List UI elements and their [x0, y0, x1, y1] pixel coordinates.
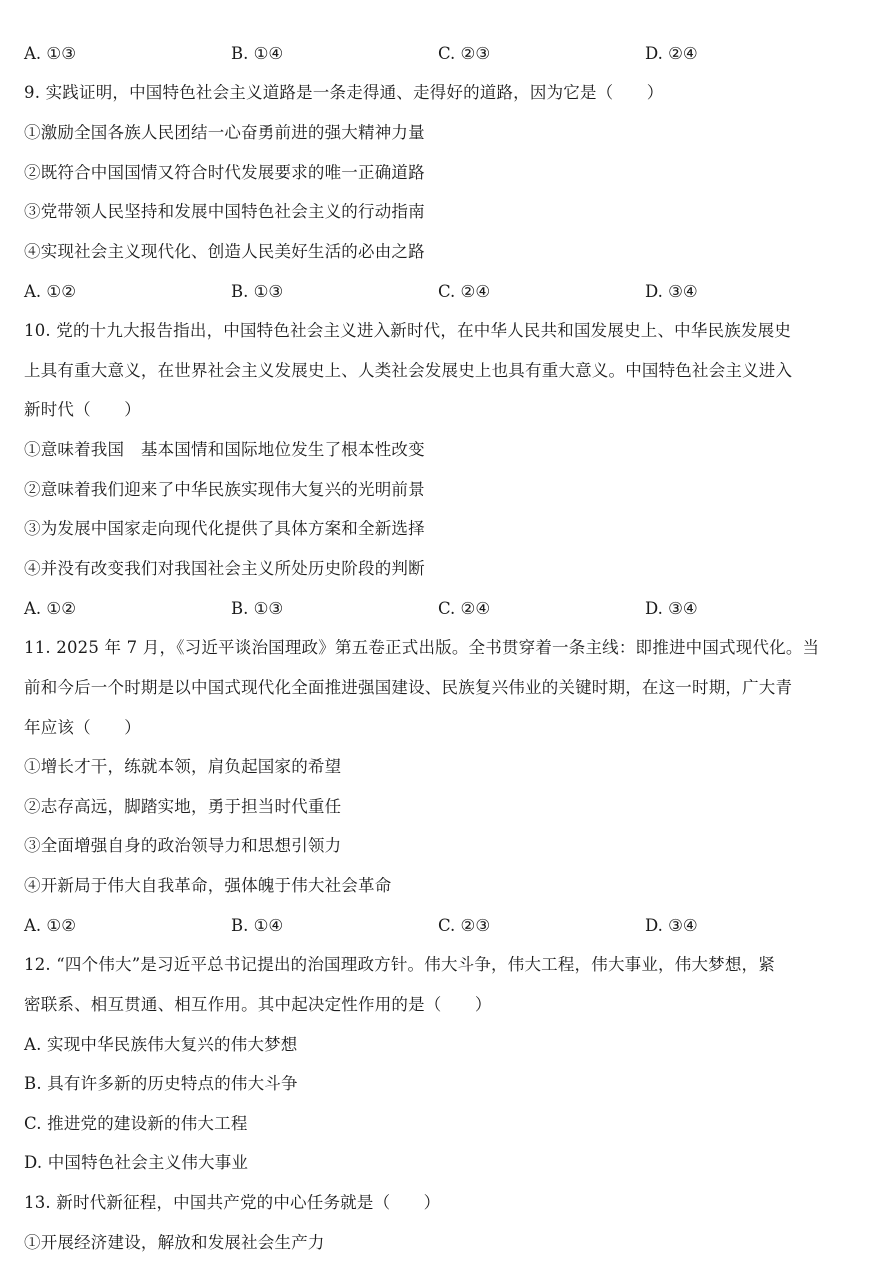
- q8-option-d: D. ②④: [645, 44, 698, 63]
- q9-stem: 9. 实践证明，中国特色社会主义道路是一条走得通、走得好的道路，因为它是（ ）: [24, 83, 664, 102]
- q12-choice-d: D. 中国特色社会主义伟大事业: [24, 1153, 249, 1172]
- q13-stem: 13. 新时代新征程，中国共产党的中心任务就是（ ）: [24, 1193, 441, 1212]
- q10-option-d: D. ③④: [645, 599, 698, 618]
- q9-options: [24, 280, 854, 304]
- q10-option-b: B. ①③: [231, 599, 284, 618]
- q11-item-1: ①增长才干，练就本领，肩负起国家的希望: [24, 757, 342, 776]
- q8-options: [24, 42, 854, 66]
- q8-option-c: C. ②③: [438, 44, 491, 63]
- q10-stem-line-2: 上具有重大意义，在世界社会主义发展史上、人类社会发展史上也具有重大意义。中国特色社会主义进入: [24, 361, 793, 380]
- q11-stem-line-1: 11. 2025 年 7 月，《习近平谈治国理政》第五卷正式出版。全书贯穿着一条主线：即推进中国式现代化。当: [24, 638, 820, 657]
- q10-stem-line-1: 10. 党的十九大报告指出，中国特色社会主义进入新时代，在中华人民共和国发展史上、中华民族发展史: [24, 321, 792, 340]
- q11-option-d: D. ③④: [645, 916, 698, 935]
- q11-option-b: B. ①④: [231, 916, 284, 935]
- q9-option-c: C. ②④: [438, 282, 491, 301]
- q10-item-1: ①意味着我国 基本国情和国际地位发生了根本性改变: [24, 440, 425, 459]
- q9-item-4: ④实现社会主义现代化、创造人民美好生活的必由之路: [24, 242, 425, 261]
- q9-option-d: D. ③④: [645, 282, 698, 301]
- q11-stem-line-2: 前和今后一个时期是以中国式现代化全面推进强国建设、民族复兴伟业的关键时期，在这一时期，广大青: [24, 678, 793, 697]
- q10-stem-line-3: 新时代（ ）: [24, 400, 141, 419]
- q13-item-1: ①开展经济建设，解放和发展社会生产力: [24, 1233, 325, 1252]
- q12-choice-b: B. 具有许多新的历史特点的伟大斗争: [24, 1074, 298, 1093]
- q8-option-b: B. ①④: [231, 44, 284, 63]
- q9-item-3: ③党带领人民坚持和发展中国特色社会主义的行动指南: [24, 202, 425, 221]
- q11-stem-line-3: 年应该（ ）: [24, 718, 141, 737]
- q9-option-a: A. ①②: [24, 282, 76, 301]
- q8-option-a: A. ①③: [24, 44, 76, 63]
- q10-item-3: ③为发展中国家走向现代化提供了具体方案和全新选择: [24, 519, 425, 538]
- q9-option-b: B. ①③: [231, 282, 284, 301]
- q11-item-3: ③全面增强自身的政治领导力和思想引领力: [24, 836, 342, 855]
- q12-stem-line-1: 12. “四个伟大”是习近平总书记提出的治国理政方针。伟大斗争，伟大工程，伟大事业，伟大梦想，紧: [24, 955, 775, 974]
- q11-item-4: ④开新局于伟大自我革命，强体魄于伟大社会革命: [24, 876, 392, 895]
- q10-item-4: ④并没有改变我们对我国社会主义所处历史阶段的判断: [24, 559, 425, 578]
- q10-option-c: C. ②④: [438, 599, 491, 618]
- q12-stem-line-2: 密联系、相互贯通、相互作用。其中起决定性作用的是（ ）: [24, 995, 492, 1014]
- q9-item-1: ①激励全国各族人民团结一心奋勇前进的强大精神力量: [24, 123, 425, 142]
- q10-option-a: A. ①②: [24, 599, 76, 618]
- q11-options: [24, 914, 854, 938]
- q11-option-a: A. ①②: [24, 916, 76, 935]
- q12-choice-c: C. 推进党的建设新的伟大工程: [24, 1114, 248, 1133]
- q9-item-2: ②既符合中国国情又符合时代发展要求的唯一正确道路: [24, 163, 425, 182]
- q12-choice-a: A. 实现中华民族伟大复兴的伟大梦想: [24, 1035, 298, 1054]
- q10-options: [24, 597, 854, 621]
- q11-item-2: ②志存高远，脚踏实地，勇于担当时代重任: [24, 797, 342, 816]
- q10-item-2: ②意味着我们迎来了中华民族实现伟大复兴的光明前景: [24, 480, 425, 499]
- q11-option-c: C. ②③: [438, 916, 491, 935]
